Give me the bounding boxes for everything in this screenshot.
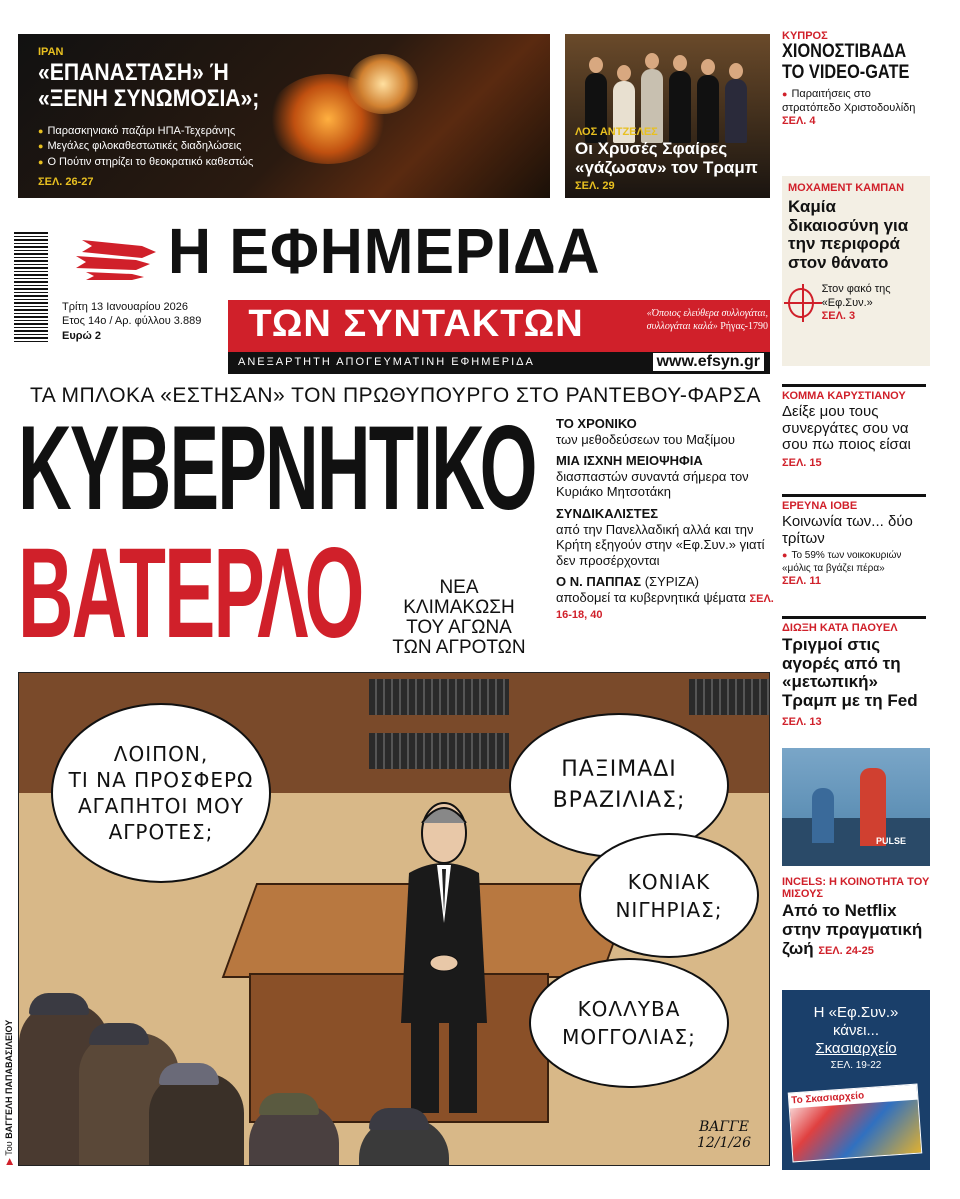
bookshelf-books bbox=[369, 733, 509, 769]
issue-date: Τρίτη 13 Ιανουαρίου 2026 bbox=[62, 301, 189, 313]
iran-kicker: ΙΡΑΝ bbox=[38, 46, 64, 58]
side-note[interactable] bbox=[556, 506, 774, 568]
bubble-line: ΑΓΑΠΗΤΟΙ ΜΟΥ bbox=[77, 794, 244, 818]
issue-info bbox=[62, 300, 226, 343]
main-subhead bbox=[364, 578, 554, 658]
iran-story-box[interactable] bbox=[18, 34, 550, 198]
rc-page-ref: ΣΕΛ. 24-25 bbox=[818, 944, 874, 957]
editorial-cartoon[interactable] bbox=[18, 672, 770, 1166]
main-side-notes bbox=[556, 416, 774, 628]
bubble-line: ΒΡΑΖΙΛΙΑΣ; bbox=[552, 787, 686, 813]
farmer-figure bbox=[249, 1103, 339, 1166]
masthead-subtitle: ΤΩΝ ΣΥΝΤΑΚΤΩΝ bbox=[248, 303, 584, 345]
issue-number: Ετος 14ο / Αρ. φύλλου 3.889 bbox=[62, 315, 202, 328]
rc-kicker: ΚΥΠΡΟΣ bbox=[782, 30, 828, 42]
bubble-line: ΠΑΞΙΜΑΔΙ bbox=[561, 756, 677, 782]
pulse-photo[interactable] bbox=[782, 748, 930, 866]
rc-cyprus[interactable] bbox=[782, 30, 930, 127]
rc-karystianou[interactable] bbox=[782, 390, 930, 470]
quote-line: «Όποιος ελεύθερα συλλογάται, bbox=[646, 308, 768, 319]
signature-date: 12/1/26 bbox=[697, 1134, 751, 1151]
credit-prefix: Του bbox=[4, 1141, 14, 1156]
side-note[interactable] bbox=[556, 453, 774, 500]
subhead-line: ΝΕΑ bbox=[439, 577, 479, 598]
crosshair-icon bbox=[788, 288, 814, 318]
photo-person bbox=[697, 75, 719, 143]
supplement-thumb-title: Το Σκασιαρχείο bbox=[789, 1085, 918, 1109]
rc-page-ref: ΣΕΛ. 11 bbox=[782, 575, 822, 588]
photo-person bbox=[812, 788, 834, 843]
la-kicker: ΛΟΣ ΑΝΤΖΕΛΕΣ bbox=[575, 126, 658, 138]
divider bbox=[782, 494, 926, 497]
side-note[interactable] bbox=[556, 416, 774, 447]
pen-nib-logo-icon bbox=[72, 232, 162, 282]
bubble-line: ΚΟΝΙΑΚ bbox=[627, 869, 711, 894]
bookshelf-books bbox=[689, 679, 769, 715]
photo-floor bbox=[782, 818, 930, 866]
masthead-red-bar bbox=[228, 300, 770, 352]
farmer-figure bbox=[149, 1073, 244, 1166]
rc-kicker: ΜΟΧΑΜΕΝΤ ΚΑΜΠΑΝ bbox=[788, 182, 905, 194]
rc-head: Καμία δικαιοσύνη για την περιφορά στον θάνατο bbox=[788, 197, 909, 273]
speech-bubble bbox=[529, 958, 729, 1088]
side-note-head: ΤΟ ΧΡΟΝΙΚΟ bbox=[556, 416, 637, 431]
rc-page-ref: ΣΕΛ. 4 bbox=[782, 115, 816, 128]
side-note-head-suffix: (ΣΥΡΙΖΑ) bbox=[644, 574, 699, 590]
main-headline-line1[interactable]: ΚΥΒΕΡΝΗΤΙΚΟ bbox=[18, 401, 536, 535]
bubble-line: ΤΙ ΝΑ ΠΡΟΣΦΕΡΩ bbox=[68, 768, 254, 792]
website-row bbox=[228, 352, 770, 374]
rc-kicker: ΚΟΜΜΑ ΚΑΡΥΣΤΙΑΝΟΥ bbox=[782, 390, 906, 402]
la-headline-line: Οι Χρυσές Σφαίρες bbox=[575, 139, 728, 158]
iran-bullet: ● Ο Πούτιν στηρίζει το θεοκρατικό καθεστώς bbox=[38, 155, 253, 170]
bubble-line: ΛΟΙΠΟΝ, bbox=[113, 742, 209, 766]
side-note-text: αποδομεί τα κυβερνητικά ψέματα bbox=[556, 589, 746, 605]
bubble-line: ΑΓΡΟΤΕΣ; bbox=[108, 820, 214, 844]
photo-person bbox=[860, 768, 886, 846]
rc-head: Κοινωνία των... δύο τρίτων bbox=[782, 513, 913, 547]
rc-text: ● Παραιτήσεις στο στρατόπεδο Χριστοδουλίδη bbox=[782, 88, 930, 116]
barcode bbox=[14, 232, 48, 342]
bookshelf-books bbox=[369, 679, 509, 715]
bubble-line: ΜΟΓΓΟΛΙΑΣ; bbox=[562, 1025, 696, 1049]
golden-globes-box[interactable] bbox=[565, 34, 770, 198]
politician-figure-icon bbox=[389, 793, 499, 1123]
rc-kicker: ΔΙΩΞΗ ΚΑΤΑ ΠΑΟΥΕΛ bbox=[782, 622, 898, 634]
iran-bullet: ● Παρασκηνιακό παζάρι ΗΠΑ-Τεχεράνης bbox=[38, 124, 253, 139]
rc-kicker: INCELS: Η ΚΟΙΝΟΤΗΤΑ ΤΟΥ ΜΙΣΟΥΣ bbox=[782, 876, 930, 901]
la-page-ref: ΣΕΛ. 29 bbox=[575, 180, 615, 192]
divider bbox=[782, 384, 926, 387]
side-note-text: από την Πανελλαδική αλλά και την Κρήτη εξηγούν στην «Εφ.Συν.» γιατί δεν προσέρχονται bbox=[556, 521, 765, 568]
fire-glow bbox=[348, 54, 418, 114]
main-kicker: ΤΑ ΜΠΛΟΚΑ «ΕΣΤΗΣΑΝ» ΤΟΝ ΠΡΩΘΥΠΟΥΡΓΟ ΣΤΟ ΡΑΝΤΕΒΟΥ-ΦΑΡΣΑ bbox=[30, 384, 762, 407]
rc-page-ref: ΣΕΛ. 15 bbox=[782, 456, 822, 469]
subhead-line: ΤΩΝ ΑΓΡΟΤΩΝ bbox=[392, 636, 526, 658]
bubble-line: ΝΙΓΗΡΙΑΣ; bbox=[615, 897, 723, 922]
bubble-line: ΚΟΛΛΥΒΑ bbox=[577, 997, 681, 1021]
supplement-box[interactable] bbox=[782, 990, 930, 1170]
la-headline[interactable] bbox=[575, 140, 758, 177]
right-column bbox=[782, 30, 930, 1170]
rc-head: ΧΙΟΝΟΣΤΙΒΑΔΑ ΤΟ VIDEO-GATE bbox=[782, 41, 910, 83]
iran-page-ref: ΣΕΛ. 26-27 bbox=[38, 176, 94, 188]
cartoon-credit bbox=[4, 1020, 15, 1165]
cartoonist-signature bbox=[697, 1120, 751, 1151]
rc-iobe[interactable] bbox=[782, 500, 930, 587]
quote-line: συλλογάται καλά» bbox=[646, 320, 718, 332]
rc-page-ref: ΣΕΛ. 13 bbox=[782, 715, 822, 728]
masthead-title[interactable]: Η ΕΦΗΜΕΡΙΔΑ bbox=[168, 215, 601, 287]
credit-name: ΒΑΓΓΕΛΗ ΠΑΠΑΒΑΣΙΛΕΙΟΥ bbox=[4, 1019, 14, 1139]
subhead-line: ΤΟΥ ΑΓΩΝΑ bbox=[406, 616, 512, 638]
rc-text: Στον φακό της «Εφ.Συν.» bbox=[821, 282, 891, 309]
side-note-head: ΣΥΝΔΙΚΑΛΙΣΤΕΣ bbox=[556, 505, 659, 521]
supplement-head: Σκασιαρχείο bbox=[815, 1040, 897, 1057]
supplement-page-ref: ΣΕΛ. 19-22 bbox=[830, 1060, 882, 1071]
rc-text: ● Το 59% των νοικοκυριών «μόλις τα βγάζει πέρα» bbox=[782, 550, 930, 575]
rc-kampan[interactable] bbox=[782, 176, 930, 366]
side-note[interactable] bbox=[556, 574, 774, 622]
supplement-thumbnail bbox=[788, 1084, 923, 1163]
side-note-text: των μεθοδεύσεων του Μαξίμου bbox=[556, 431, 735, 447]
iran-headline-line: «ΞΕΝΗ ΣΥΝΩΜΟΣΙΑ»; bbox=[38, 84, 260, 112]
signature-name: ΒΑΓΓΕ bbox=[698, 1119, 750, 1136]
iran-bullets bbox=[38, 124, 253, 170]
photo-person bbox=[669, 71, 691, 143]
rc-head: Τριγμοί στις αγορές από τη «μετωπική» Τραμπ με τη Fed bbox=[782, 635, 918, 711]
iran-headline-line: «ΕΠΑΝΑΣΤΑΣΗ» Ή bbox=[38, 59, 229, 86]
subhead-line: ΚΛΙΜΑΚΩΣΗ bbox=[403, 596, 515, 618]
la-headline-line: «γάζωσαν» τον Τραμπ bbox=[575, 157, 758, 177]
supplement-head: Η «Εφ.Συν.» bbox=[813, 1004, 899, 1021]
pulse-badge: PULSE bbox=[876, 836, 907, 846]
rc-powell[interactable] bbox=[782, 622, 930, 730]
side-note-head: ΜΙΑ ΙΣΧΝΗ ΜΕΙΟΨΗΦΙΑ bbox=[556, 453, 703, 469]
credit-arrow-icon: ▶ bbox=[4, 1158, 14, 1165]
iran-bullet: ● Μεγάλες φιλοκαθεστωτικές διαδηλώσεις bbox=[38, 139, 253, 154]
rc-head: Δείξε μου τους συνεργάτες σου να σου πω ποιος είσαι bbox=[782, 403, 911, 454]
quote-author: Ρήγας-1790 bbox=[720, 320, 768, 332]
photo-person bbox=[725, 79, 747, 143]
speech-bubble bbox=[51, 703, 271, 883]
iran-headline[interactable] bbox=[38, 60, 259, 112]
speech-bubble bbox=[579, 833, 759, 958]
masthead-quote bbox=[608, 308, 768, 333]
supplement-head: κάνει... bbox=[832, 1022, 879, 1039]
rc-incels[interactable] bbox=[782, 876, 930, 958]
rc-kicker: ΕΡΕΥΝΑ ΙΟΒΕ bbox=[782, 500, 858, 512]
side-note-page-ref: ΣΕΛ. 16-18, 40 bbox=[556, 592, 774, 622]
website-link[interactable]: www.efsyn.gr bbox=[653, 353, 764, 371]
side-note-head: Ο Ν. ΠΑΠΠΑΣ bbox=[556, 574, 642, 590]
rc-page-ref: ΣΕΛ. 3 bbox=[821, 310, 856, 323]
rc-head: Από το Netflix στην πραγματική ζωή bbox=[782, 901, 923, 958]
tagline: ΑΝΕΞΑΡΤΗΤΗ ΑΠΟΓΕΥΜΑΤΙΝΗ ΕΦΗΜΕΡΙΔΑ bbox=[238, 356, 535, 368]
side-note-text: διασπαστών συναντά σήμερα τον Κυριάκο Μητσοτάκη bbox=[556, 468, 749, 500]
issue-price: Ευρώ 2 bbox=[62, 329, 102, 342]
main-headline-line2[interactable]: ΒΑΤΕΡΛΟ bbox=[18, 522, 363, 665]
divider bbox=[782, 616, 926, 619]
